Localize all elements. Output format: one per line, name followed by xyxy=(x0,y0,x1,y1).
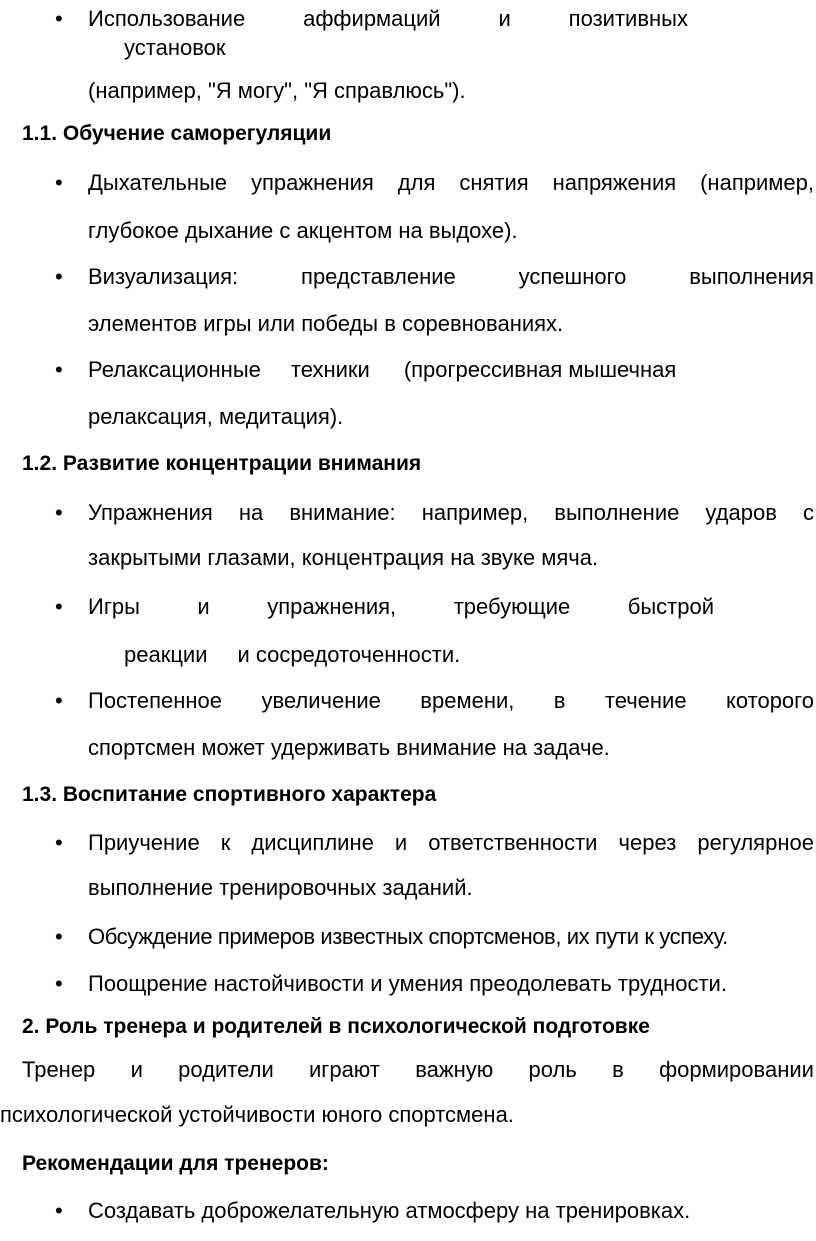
word: (например, xyxy=(700,170,814,195)
section-heading-1-1: 1.1. Обучение саморегуляции xyxy=(22,122,332,145)
word: успешного xyxy=(518,264,627,289)
word: родители xyxy=(178,1057,274,1082)
word: техники xyxy=(290,357,370,382)
word: напряжения xyxy=(552,170,677,195)
word: играют xyxy=(309,1057,380,1082)
word: и xyxy=(394,830,408,855)
word: времени, xyxy=(420,688,515,713)
word: требующие xyxy=(453,594,571,619)
word: быстрой xyxy=(627,594,714,619)
word: и xyxy=(197,594,210,619)
word: реакции xyxy=(124,642,208,667)
bullet-icon: • xyxy=(55,594,63,619)
word: важную xyxy=(415,1057,494,1082)
paragraph-role-line2: психологической устойчивости юного спортсмена. xyxy=(0,1102,514,1127)
list-item-attention-line2: закрытыми глазами, концентрация на звуке мяча. xyxy=(88,545,599,570)
list-item-visualization-line2: элементов игры или победы в соревнованиях. xyxy=(88,311,564,336)
bullet-icon: • xyxy=(55,971,63,996)
word: течение xyxy=(604,688,687,713)
bullet-icon: • xyxy=(55,357,63,382)
word: (прогрессивная мышечная xyxy=(403,357,677,382)
word: и xyxy=(498,6,511,31)
list-item-affirmations-line1 xyxy=(88,6,688,32)
word: в xyxy=(553,688,566,713)
list-item-create-atmosphere: Создавать доброжелательную атмосферу на тренировках. xyxy=(88,1198,691,1223)
word: роль xyxy=(528,1057,577,1082)
bullet-icon: • xyxy=(55,170,63,195)
word: которого xyxy=(726,688,814,713)
subheading-recommendations: Рекомендации для тренеров: xyxy=(22,1152,329,1175)
word: на xyxy=(238,500,264,525)
list-item-games-line1 xyxy=(88,594,714,620)
word: упражнения, xyxy=(267,594,397,619)
word: Игры xyxy=(88,594,140,619)
list-item-relaxation-line2: релаксация, медитация). xyxy=(88,404,344,429)
word: снятия xyxy=(459,170,529,195)
word: формировании xyxy=(659,1057,814,1082)
list-item-encouragement: Поощрение настойчивости и умения преодолевать трудности. xyxy=(88,971,727,996)
bullet-icon: • xyxy=(55,500,63,525)
list-item-discipline-line1 xyxy=(88,830,814,856)
list-item-attention-line1 xyxy=(88,500,814,526)
word: Приучение xyxy=(88,830,200,855)
word: представление xyxy=(301,264,456,289)
list-item-gradual-line2: спортсмен может удерживать внимание на задаче. xyxy=(88,735,610,760)
word: ударов xyxy=(705,500,777,525)
word: Визуализация: xyxy=(88,264,239,289)
word: Постепенное xyxy=(88,688,223,713)
section-heading-2: 2. Роль тренера и родителей в психологической подготовке xyxy=(22,1015,650,1038)
word: упражнения xyxy=(251,170,374,195)
bullet-icon: • xyxy=(55,6,63,31)
list-item-gradual-line1 xyxy=(88,688,814,714)
list-item-games-line2 xyxy=(124,642,460,668)
bullet-icon: • xyxy=(55,264,63,289)
list-item-affirmations-line3: (например, "Я могу", "Я справлюсь"). xyxy=(88,78,466,103)
list-item-breathing-line2: глубокое дыхание с акцентом на выдохе). xyxy=(88,218,518,243)
word: выполнения xyxy=(689,264,814,289)
word: например, xyxy=(421,500,529,525)
bullet-icon: • xyxy=(55,688,63,713)
list-item-visualization-line1 xyxy=(88,264,814,290)
word: дисциплине xyxy=(251,830,374,855)
word: позитивных xyxy=(568,6,688,31)
word: Релаксационные xyxy=(88,357,261,382)
word: через xyxy=(618,830,677,855)
word: внимание: xyxy=(289,500,396,525)
list-item-affirmations-line2: установок xyxy=(124,35,226,60)
word: и сосредоточенности. xyxy=(237,642,461,667)
word: с xyxy=(802,500,814,525)
word: аффирмаций xyxy=(303,6,441,31)
word: Дыхательные xyxy=(88,170,228,195)
word: и xyxy=(130,1057,143,1082)
section-heading-1-2: 1.2. Развитие концентрации внимания xyxy=(22,452,422,475)
list-item-relaxation-line1 xyxy=(88,357,676,383)
word: для xyxy=(397,170,436,195)
bullet-icon: • xyxy=(55,830,63,855)
word: Тренер xyxy=(22,1057,96,1082)
word: ответственности xyxy=(428,830,598,855)
bullet-icon: • xyxy=(55,924,63,949)
word: регулярное xyxy=(697,830,814,855)
word: к xyxy=(220,830,231,855)
bullet-icon: • xyxy=(55,1198,63,1223)
list-item-examples: Обсуждение примеров известных спортсменов, их пути к успеху. xyxy=(88,924,728,949)
word: увеличение xyxy=(261,688,381,713)
word: Упражнения xyxy=(88,500,213,525)
paragraph-role-line1 xyxy=(22,1057,814,1083)
word: выполнение xyxy=(554,500,680,525)
list-item-breathing-line1 xyxy=(88,170,814,196)
list-item-discipline-line2: выполнение тренировочных заданий. xyxy=(88,875,473,900)
word: Использование xyxy=(88,6,246,31)
section-heading-1-3: 1.3. Воспитание спортивного характера xyxy=(22,783,437,806)
word: в xyxy=(612,1057,624,1082)
